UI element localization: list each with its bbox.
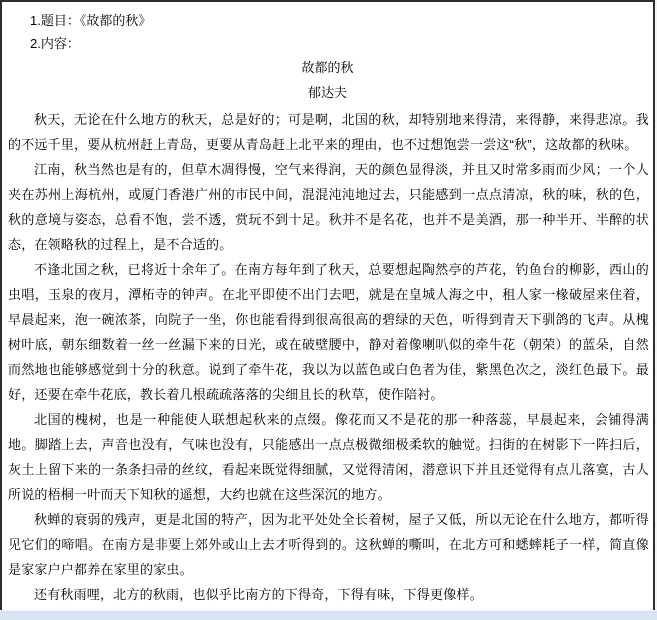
essay-paragraph-3: 不逢北国之秋，已将近十余年了。在南方每年到了秋天，总要想起陶然亭的芦花，钓鱼台的柳影，西山的虫唱，玉泉的夜月，潭柘寺的钟声。在北平即使不出门去吧，就是在皇城人海之中，租人家一椽破屋来住着，早晨起来，泡一碗浓茶，向院子一坐，你也能看得到很高很高的碧绿的天色，听得到青天下驯鸽的飞声。从槐树叶底，朝东细数着一丝一丝漏下来的日光，或在破壁腰中，静对着像喇叭似的牵牛花（朝荣）的蓝朵，自然而然地也能够感觉到十分的秋意。说到了牵牛花，我以为以蓝色或白色者为佳，紫黑色次之，淡红色最下。最好，还要在牵牛花底，教长着几根疏疏落落的尖细且长的秋草，使作陪衬。	[8, 262, 649, 402]
essay-paragraph-2: 江南，秋当然也是有的，但草木凋得慢，空气来得润，天的颜色显得淡，并且又时常多雨而少风；一个人夹在苏州上海杭州，或厦门香港广州的市民中间，混混沌沌地过去，只能感到一点点清凉，秋的味，秋的色，秋的意境与姿态，总看不饱，尝不透，赏玩不到十足。秋并不是名花，也并不是美酒，那一种半开、半醉的状态，在领略秋的过程上，是不合适的。	[8, 162, 649, 252]
essay-title: 故都的秋	[301, 60, 354, 75]
essay-paragraph-6: 还有秋雨哩，北方的秋雨，也似乎比南方的下得奇，下得有味，下得更像样。	[34, 587, 483, 602]
question-title-line: 1.题目：《故都的秋》	[30, 13, 152, 28]
essay-paragraph-1: 秋天，无论在什么地方的秋天，总是好的；可是啊，北国的秋，却特别地来得清，来得静，来得悲凉。我的不远千里，要从杭州赶上青岛，更要从青岛赶上北平来的理由，也不过想饱尝一尝这“秋”，这故都的秋味。	[8, 112, 649, 152]
question-content-line: 2.内容：	[30, 36, 80, 51]
essay-paragraph-5: 秋蝉的衰弱的残声，更是北国的特产，因为北平处处全长着树，屋子又低，所以无论在什么地方，都听得见它们的啼唱。在南方是非要上郊外或山上去才听得到的。这秋蝉的嘶叫，在北方可和蟋蟀耗子一样，简直像是家家户户都养在家里的家虫。	[8, 512, 649, 577]
essay-author: 郁达夫	[307, 85, 347, 100]
essay-paragraph-4: 北国的槐树，也是一种能使人联想起秋来的点缀。像花而又不是花的那一种落蕊，早晨起来，会铺得满地。脚踏上去，声音也没有，气味也没有，只能感出一点点极微细极柔软的触觉。扫街的在树影下一阵扫后，灰土上留下来的一条条扫帚的丝纹，看起来既觉得细腻，又觉得清闲，潜意识下并且还觉得有点儿落寞，古人所说的梧桐一叶而天下知秋的遥想，大约也就在这些深沉的地方。	[8, 412, 649, 502]
essay-body	[2, 107, 653, 607]
